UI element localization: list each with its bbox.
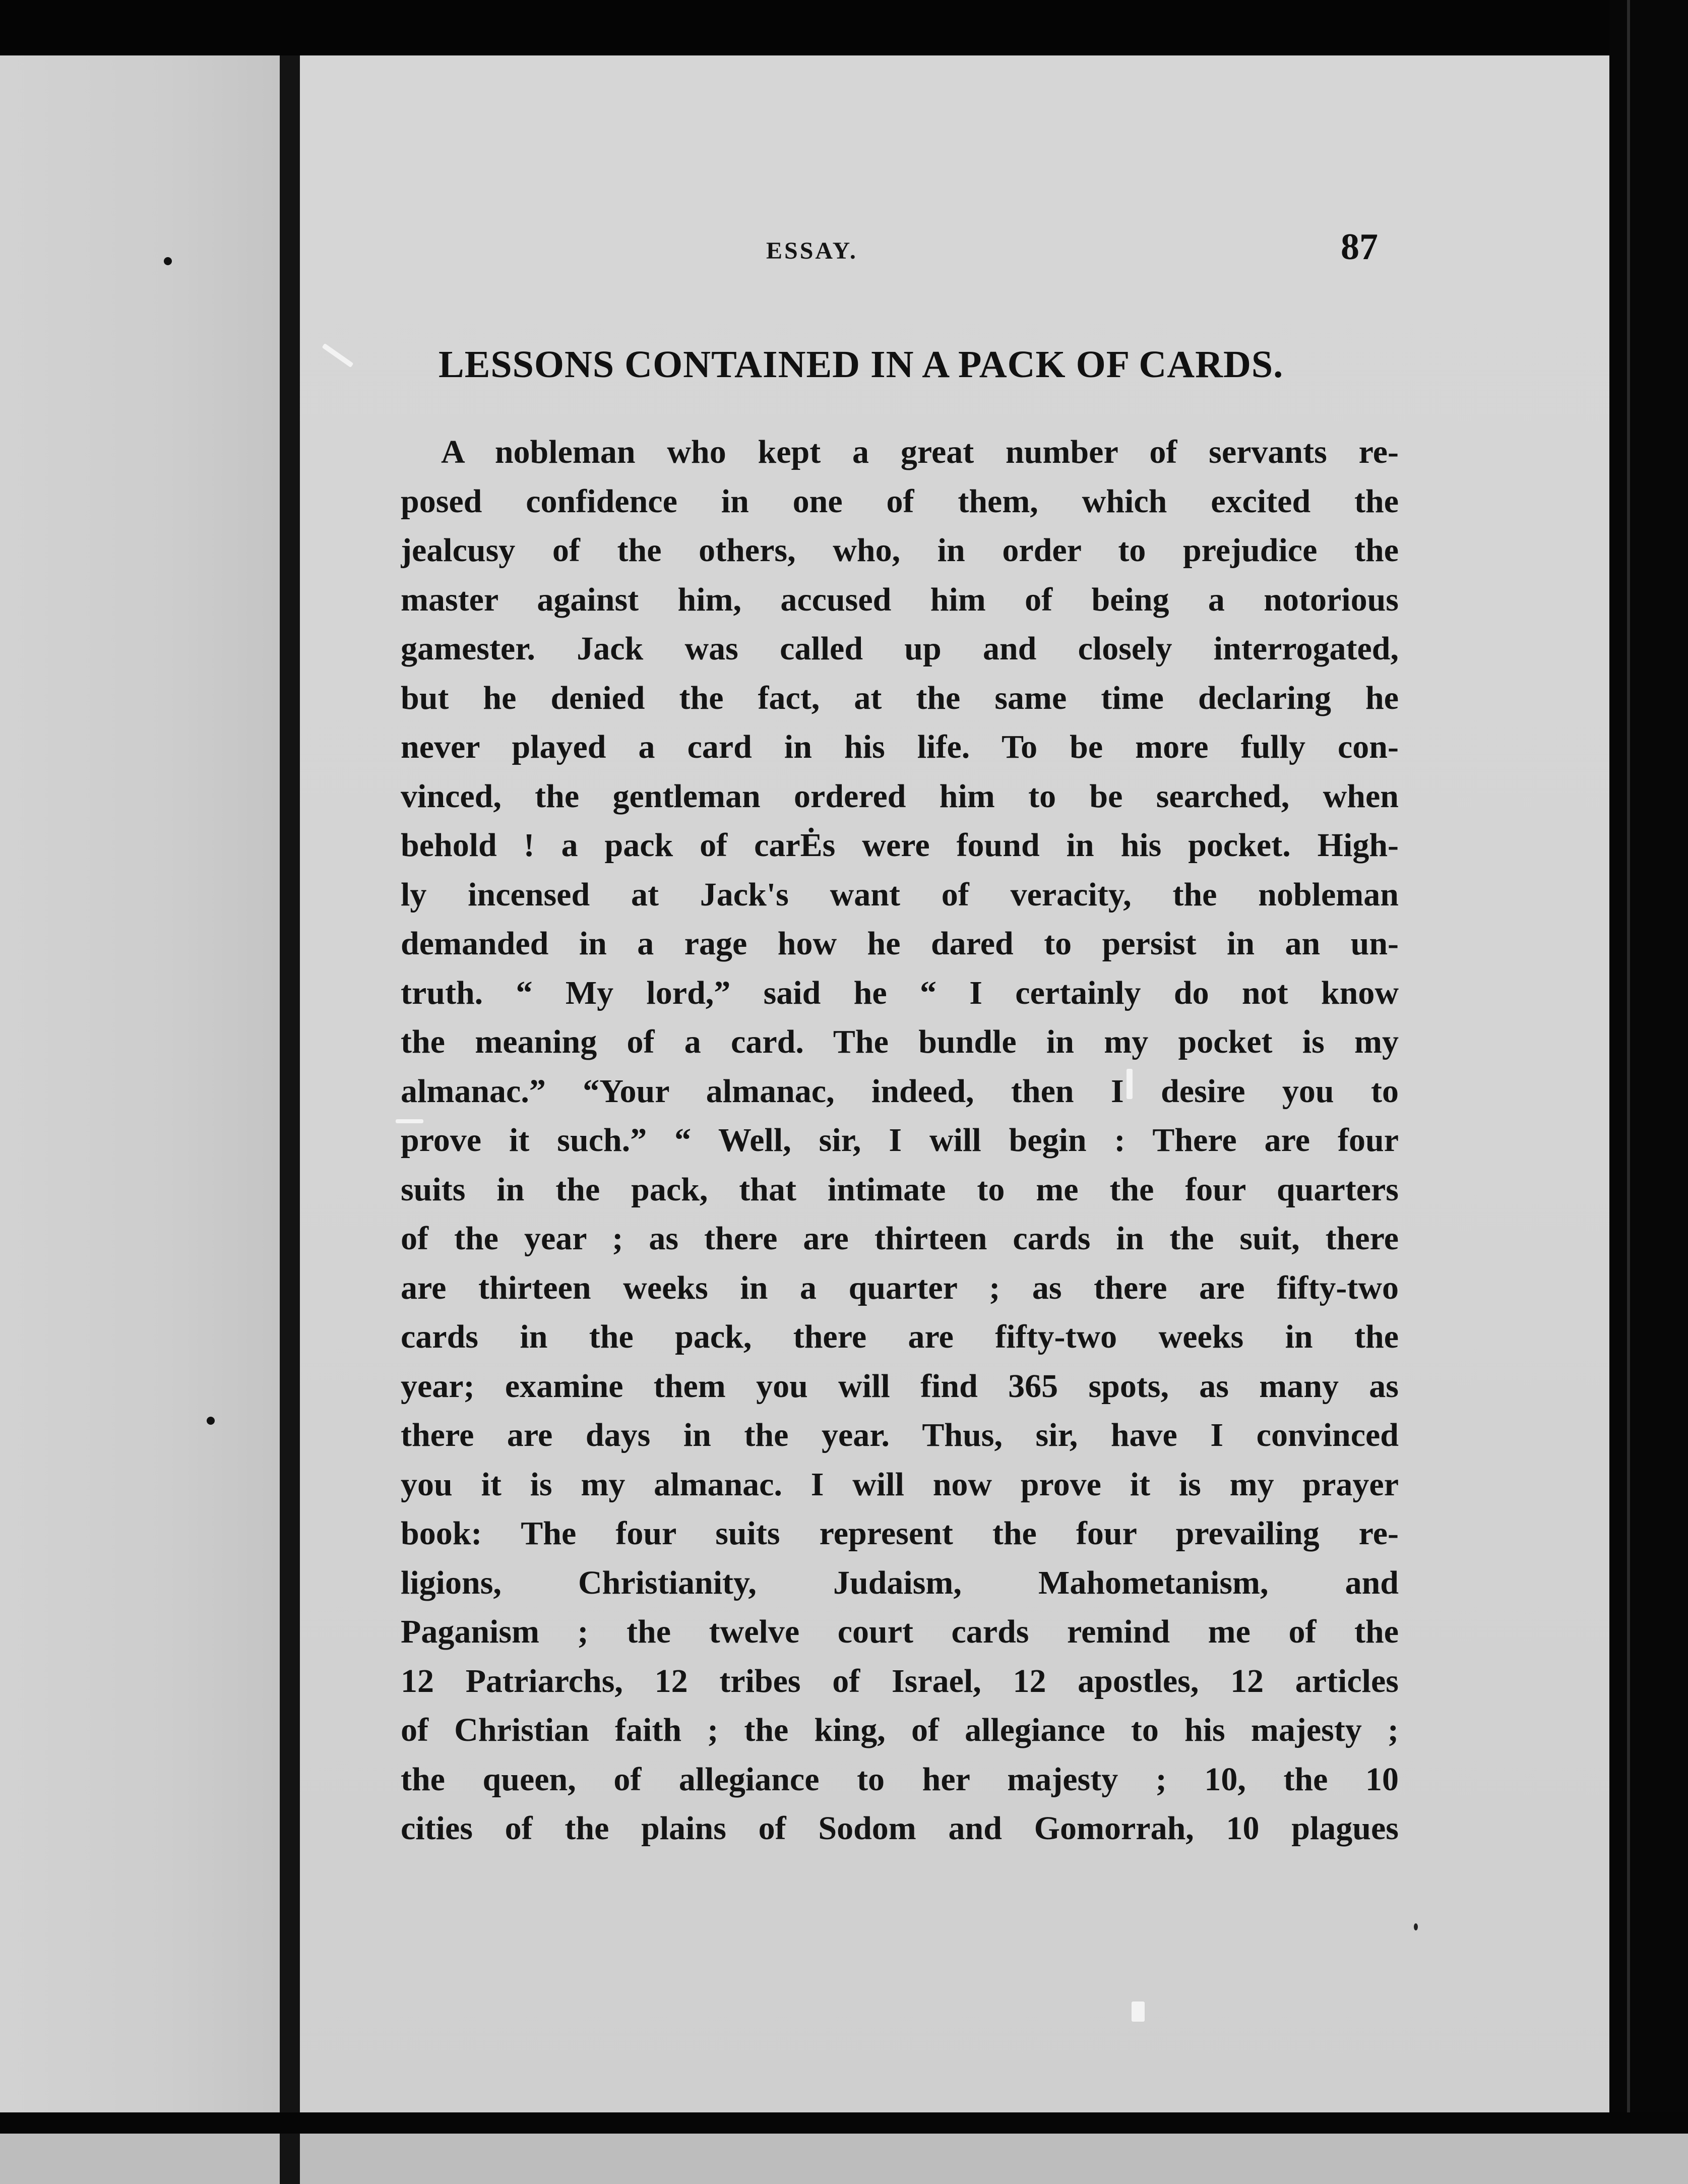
essay-body — [401, 428, 1399, 1853]
text-line: behold ! a pack of carĖs were found in his pocket. High- — [401, 827, 1399, 864]
binding-gutter-bottom — [280, 2134, 300, 2184]
text-line: of the year ; as there are thirteen cards in the suit, there — [401, 1220, 1399, 1257]
text-line: the queen, of allegiance to her majesty ; 10, the 10 — [401, 1761, 1399, 1798]
text-line: ligions, Christianity, Judaism, Mahometanism, and — [401, 1564, 1399, 1601]
next-page-edge — [0, 2134, 1688, 2184]
text-line: cards in the pack, there are fifty-two weeks in the — [401, 1318, 1399, 1355]
text-line: posed confidence in one of them, which excited the — [401, 482, 1399, 520]
text-line: you it is my almanac. I will now prove it is my prayer — [401, 1466, 1399, 1503]
text-line: year; examine them you will find 365 spots, as many as — [401, 1367, 1399, 1405]
text-line: master against him, accused him of being a notorious — [401, 581, 1399, 618]
facing-page-edge — [0, 55, 280, 2112]
paper-speck — [322, 343, 353, 368]
running-head: ESSAY. — [766, 237, 858, 264]
text-line: almanac.” “Your almanac, indeed, then I desire you to — [401, 1072, 1399, 1110]
text-line: suits in the pack, that intimate to me the four quarters — [401, 1171, 1399, 1208]
scan-right-border — [1609, 0, 1688, 2184]
text-line: A nobleman who kept a great number of servants re- — [441, 434, 1399, 470]
text-line: of Christian faith ; the king, of allegiance to his majesty ; — [401, 1712, 1399, 1748]
text-line: ly incensed at Jack's want of veracity, the nobleman — [401, 876, 1399, 913]
text-line: 12 Patriarchs, 12 tribes of Israel, 12 apostles, 12 articles — [401, 1662, 1399, 1700]
text-line: are thirteen weeks in a quarter ; as there are fifty-two — [401, 1269, 1399, 1306]
text-line: prove it such.” “ Well, sir, I will begin : There are four — [401, 1122, 1399, 1159]
binding-gutter — [280, 55, 300, 2184]
text-line: but he denied the fact, at the same time declaring he — [401, 679, 1399, 716]
ink-speck — [164, 257, 172, 265]
text-line: book: The four suits represent the four prevailing re- — [401, 1515, 1399, 1552]
ink-speck — [1414, 1923, 1418, 1930]
page-number: 87 — [1341, 226, 1378, 268]
paper-speck — [1132, 2001, 1145, 2022]
text-line: cities of the plains of Sodom and Gomorrah, 10 plagues — [401, 1810, 1399, 1847]
essay-title: LESSONS CONTAINED IN A PACK OF CARDS. — [439, 343, 1284, 386]
text-line: Paganism ; the twelve court cards remind me of the — [401, 1613, 1399, 1650]
text-line: gamester. Jack was called up and closely interrogated, — [401, 630, 1399, 667]
text-line: demanded in a rage how he dared to persist in an un- — [401, 925, 1399, 962]
text-line: jealcusy of the others, who, in order to prejudice the — [401, 532, 1399, 569]
text-line: vinced, the gentleman ordered him to be searched, when — [401, 777, 1399, 815]
text-line: there are days in the year. Thus, sir, have I convinced — [401, 1417, 1399, 1453]
scan-right-rule — [1627, 0, 1630, 2184]
text-line: truth. “ My lord,” said he “ I certainly do not know — [401, 974, 1399, 1011]
ink-speck — [207, 1417, 215, 1425]
text-line: never played a card in his life. To be more fully con- — [401, 729, 1399, 765]
scan-top-border — [0, 0, 1688, 55]
text-line: the meaning of a card. The bundle in my pocket is my — [401, 1023, 1399, 1060]
